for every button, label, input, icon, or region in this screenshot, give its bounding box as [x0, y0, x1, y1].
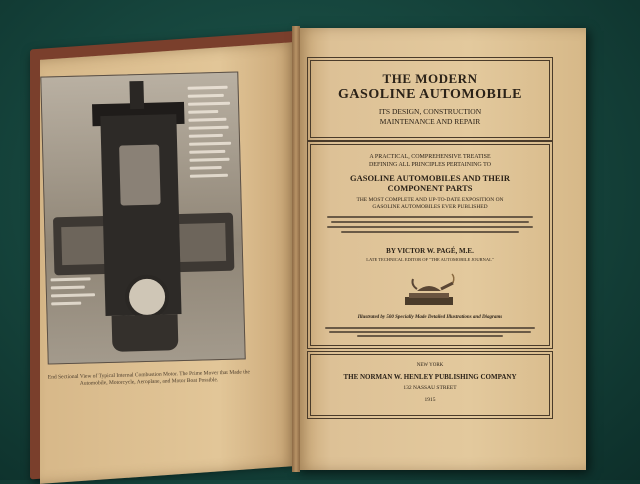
publication-year: 1915 [424, 397, 436, 403]
subtitle-line1: ITS DESIGN, CONSTRUCTION [378, 107, 482, 116]
treatise-text: A PRACTICAL, COMPREHENSIVE TREATISE DEFINING ALL PRINCIPLES PERTAINING TO [368, 154, 492, 168]
publisher-box [310, 354, 550, 416]
title-box [310, 60, 550, 138]
author-note: LATE TECHNICAL EDITOR OF "THE AUTOMOBILE JOURNAL" [366, 257, 494, 262]
small-print-block [317, 213, 543, 236]
book-spine-gutter [292, 26, 300, 472]
subtitle-line2: MAINTENANCE AND REPAIR [379, 117, 481, 126]
exposition-text: THE MOST COMPLETE AND UP-TO-DATE EXPOSITION ON GASOLINE AUTOMOBILES EVER PUBLISHED [356, 197, 504, 210]
piston [119, 145, 161, 206]
description-box [310, 144, 550, 346]
illustrations-small-print [317, 325, 543, 339]
publisher-city: NEW YORK [416, 363, 444, 368]
publisher-name: THE NORMAN W. HENLEY PUBLISHING COMPANY [343, 373, 517, 381]
illustrations-note: Illustrated by 500 Specially Made Detailed Illustrations and Diagrams [357, 315, 503, 320]
book-title-line2: GASOLINE AUTOMOBILE [338, 87, 522, 102]
book-title-line1: THE MODERN [382, 71, 478, 86]
crankcase-base [112, 314, 179, 352]
title-page [308, 58, 552, 420]
illegible-callouts-left [50, 272, 101, 310]
subject-text: GASOLINE AUTOMOBILES AND THEIR COMPONENT PARTS [349, 173, 511, 193]
publisher-address: 132 NASSAU STREET [403, 385, 457, 391]
oil-lamp-icon [397, 271, 461, 311]
illustration-caption: End Sectional View of Typical Internal Combustion Motor. The Prime Mover that Made the Automobile, Motorcycle, Aeroplane, and Motor Boat Possible. [47, 369, 251, 387]
illegible-callouts-right [187, 81, 236, 183]
engine-cutaway-illustration [40, 71, 245, 364]
author-line: BY VICTOR W. PAGÉ, M.E. [386, 247, 474, 255]
valve-stem [129, 81, 144, 109]
